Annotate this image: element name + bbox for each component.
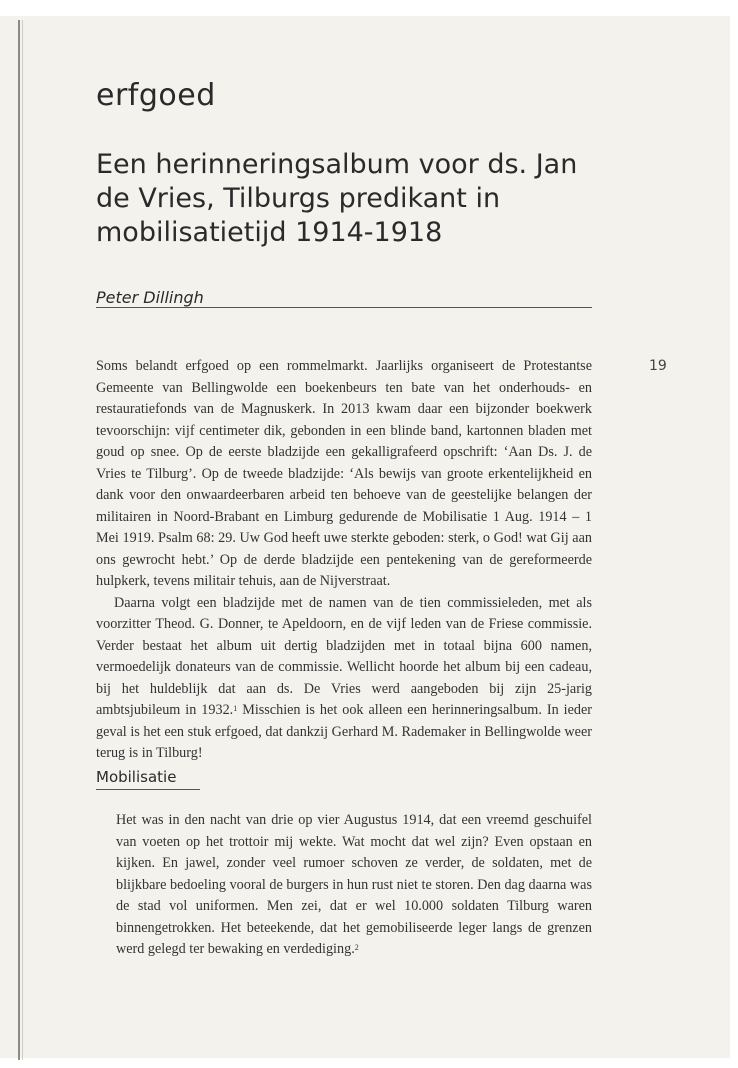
subheading-rule: [96, 789, 200, 790]
scan-margin-right: [730, 0, 738, 1068]
body-paragraph: Soms belandt erfgoed op een rommelmarkt. Jaarlijks organiseert de Protestantse Gemeente van Bellingwolde een boekenbeurs ten bate van het onderhouds- en restauratiefonds van de Magnuskerk. In 2013 kwam daar een bijzonder boekwerk tevoorschijn: vijf centimeter dik, gebonden in een blinde band, kartonnen bladen met goud op snee. Op de eerste bladzijde een gekalligrafeerd opschrift: ‘Aan Ds. J. de Vries te Tilburg’. Op de tweede bladzijde: ‘Als bewijs van groote erkentelijkheid en dank voor den onwaardeerbaren arbeid ten behoeve van de geestelijke belangen der militairen in Noord-Brabant en Limburg gedurende de Mobilisatie 1 Aug. 1914 – 1 Mei 1919. Psalm 68: 29. Uw God heeft uwe sterkte geboden: sterk, o God! wat Gij aan ons gewrocht hebt.’ Op de derde bladzijde een pentekening van de gereformeerde hulpkerk, tevens militair tehuis, aan de Nijverstraat.: [96, 358, 592, 589]
quote-paragraph: [116, 810, 592, 961]
subheading: Mobilisatie: [96, 768, 177, 786]
article-body: [96, 356, 592, 765]
body-paragraph-text: Misschien is het ook alleen een herinneringsalbum. In ieder geval is het een stuk erfgoed, dat dankzij Gerhard M. Rademaker in Bellingwolde weer terug is in Tilburg!: [96, 702, 592, 761]
footnote-ref: 2: [354, 943, 359, 952]
quote-text: Het was in den nacht van drie op vier Augustus 1914, dat een vreemd geschuifel van voeten op het trottoir mij wekte. Wat mocht dat wel zijn? Even opstaan en kijken. En jawel, zonder veel rumoer schoven ze verder, de soldaten, met de blijkbare bedoeling vooral de burgers in hun rust niet te storen. Den dag daarna was de stad vol uniformen. Men zei, dat er wel 10.000 soldaten Tilburg waren binnengetrokken. Het beteekende, dat het gemobiliseerde leger langs de grenzen werd gelegd ter bewaking en verdediging.: [116, 812, 592, 957]
article-author: Peter Dillingh: [96, 288, 204, 307]
block-quote: [116, 810, 592, 961]
footnote-ref: 1: [233, 704, 238, 713]
scan-margin-top: [0, 0, 738, 16]
binding-edge-shadow: [22, 20, 23, 1060]
article-title: Een herinneringsalbum voor ds. Jan de Vries, Tilburgs predikant in mobilisatietijd 1914-1918: [96, 149, 578, 248]
scan-margin-bottom: [0, 1058, 738, 1068]
binding-edge: [18, 20, 20, 1060]
section-label: erfgoed: [96, 78, 216, 113]
author-rule: [96, 307, 592, 308]
page-number: 19: [649, 358, 667, 374]
body-paragraph-text: Daarna volgt een bladzijde met de namen van de tien commissieleden, met als voorzitter Theod. G. Donner, te Apeldoorn, en de vijf leden van de Friese commissie. Verder bestaat het album uit dertig bladzijden met in totaal bijna 600 namen, vermoedelijk donateurs van de commissie. Wellicht hoorde het album bij een cadeau, bij het huldeblijk dat aan ds. De Vries werd aangeboden bij zijn 25-jarig ambtsjubileum in 1932.: [96, 594, 592, 718]
body-paragraph: [96, 593, 592, 765]
